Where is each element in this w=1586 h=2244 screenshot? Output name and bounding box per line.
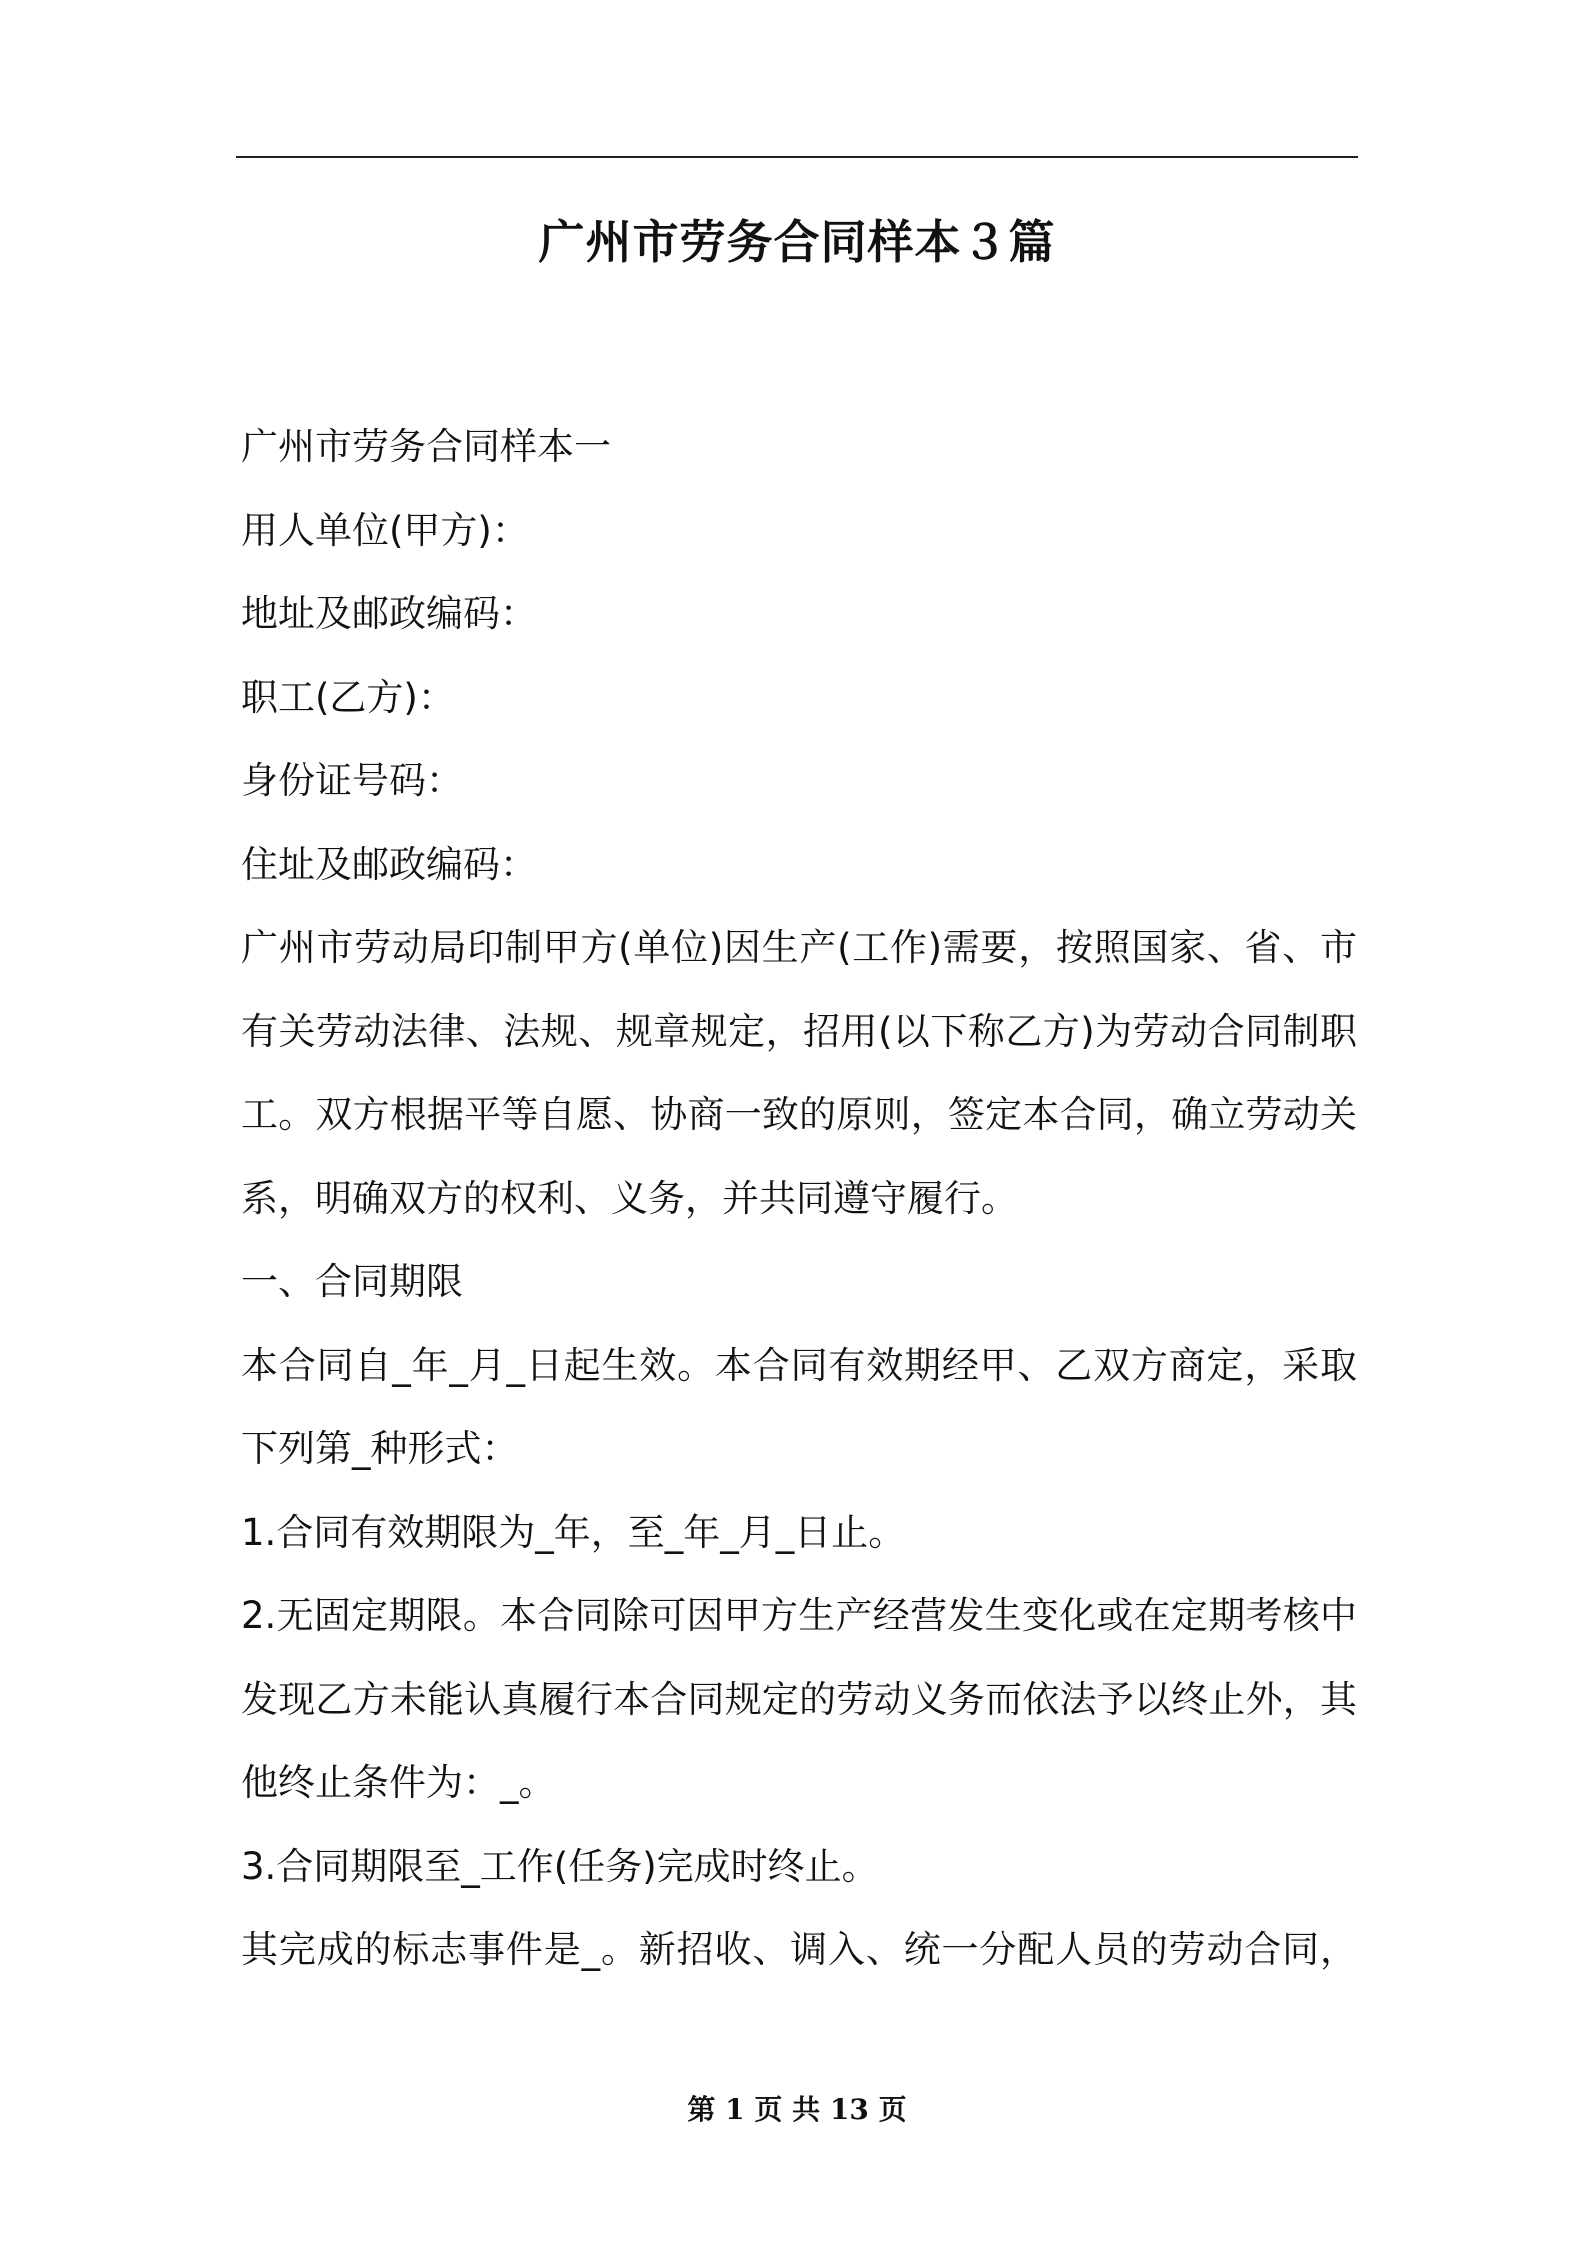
list-item: 3.合同期限至_工作(任务)完成时终止。 — [241, 1844, 879, 1888]
list-item: 2.无固定期限。本合同除可因甲方生产经营发生变化或在定期考核中 — [241, 1594, 1357, 1637]
employee-field: 职工(乙方)： — [241, 675, 455, 719]
id-number-field: 身份证号码： — [241, 759, 463, 802]
header-rule — [236, 156, 1358, 158]
list-item: 1.合同有效期限为_年，至_年_月_日止。 — [241, 1510, 906, 1554]
document-title: 广州市劳务合同样本３篇 — [538, 215, 1056, 269]
employer-address-field: 地址及邮政编码： — [241, 592, 537, 635]
paragraph-line: 本合同自_年_月_日起生效。本合同有效期经甲、乙双方商定，采取 — [241, 1343, 1357, 1387]
page-number: 第 1 页 共 13 页 — [687, 2093, 907, 2126]
paragraph-line: 发现乙方未能认真履行本合同规定的劳动义务而依法予以终止外，其 — [241, 1677, 1357, 1721]
paragraph-line: 他终止条件为：_。 — [241, 1761, 556, 1804]
paragraph-line: 系，明确双方的权利、义务，并共同遵守履行。 — [241, 1176, 1018, 1220]
paragraph-line: 广州市劳动局印制甲方(单位)因生产(工作)需要，按照国家、省、市 — [241, 926, 1357, 969]
paragraph-line: 下列第_种形式： — [241, 1427, 519, 1470]
employer-field: 用人单位(甲方)： — [241, 508, 529, 552]
clause-heading: 一、合同期限 — [241, 1260, 463, 1303]
document-body — [241, 405, 1357, 1992]
section-heading: 广州市劳务合同样本一 — [241, 425, 611, 468]
paragraph-line: 工。双方根据平等自愿、协商一致的原则，签定本合同，确立劳动关 — [241, 1093, 1357, 1136]
paragraph-line: 有关劳动法律、法规、规章规定，招用(以下称乙方)为劳动合同制职 — [241, 1009, 1357, 1053]
paragraph-line: 其完成的标志事件是_。新招收、调入、统一分配人员的劳动合同， — [241, 1928, 1357, 1971]
employee-address-field: 住址及邮政编码： — [241, 842, 537, 886]
